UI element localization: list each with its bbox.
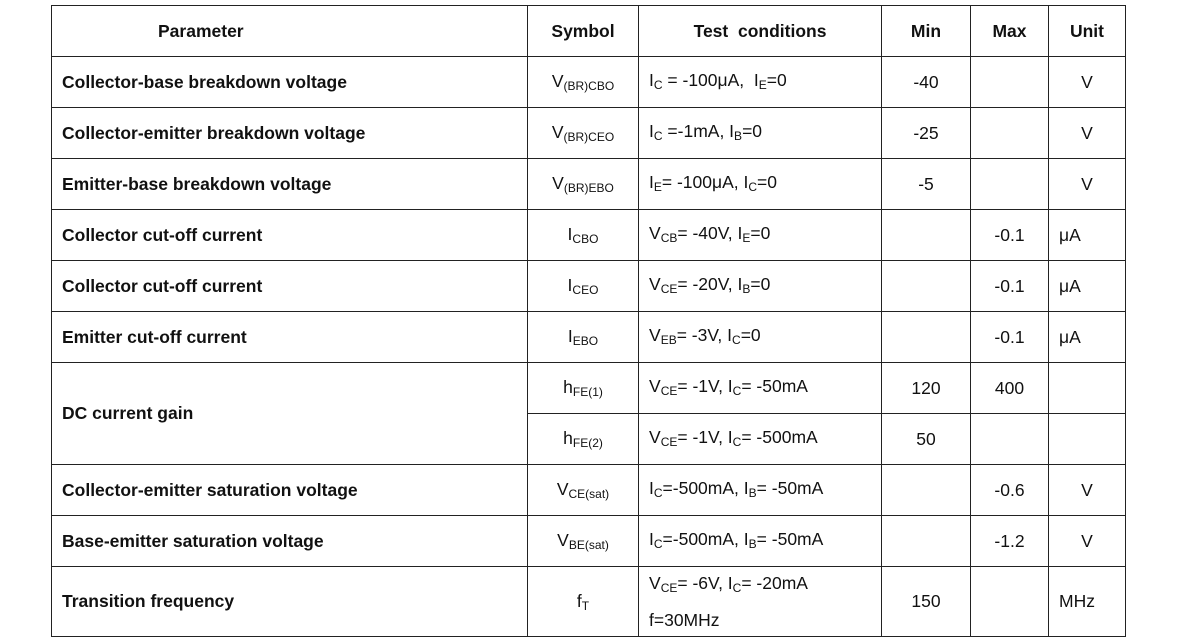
symbol-subscript: C bbox=[732, 581, 742, 595]
condition-text: =0 bbox=[742, 120, 763, 141]
symbol-main: V bbox=[649, 222, 661, 243]
symbol-main: V bbox=[557, 530, 569, 550]
min-cell bbox=[882, 465, 971, 516]
symbol-main: I bbox=[567, 275, 573, 295]
condition-text: = -20V, bbox=[677, 273, 738, 294]
table-row bbox=[52, 159, 1126, 210]
condition-text: =-1mA, bbox=[662, 120, 730, 141]
test-conditions-cell bbox=[639, 57, 882, 108]
symbol-cell bbox=[528, 363, 639, 414]
table-row bbox=[52, 312, 1126, 363]
unit-cell: V bbox=[1049, 159, 1126, 210]
condition-line bbox=[649, 523, 881, 560]
symbol-main: I bbox=[753, 69, 759, 90]
symbol-main: I bbox=[649, 120, 654, 141]
parameter-cell: Collector-emitter saturation voltage bbox=[52, 465, 528, 516]
symbol-main: V bbox=[551, 122, 564, 142]
condition-line bbox=[649, 567, 881, 604]
symbol-cell bbox=[528, 261, 639, 312]
condition-text: = -100μA, bbox=[661, 171, 744, 192]
symbol-main: V bbox=[649, 573, 661, 593]
condition-text: = -50mA bbox=[756, 528, 824, 549]
symbol-subscript: C bbox=[653, 485, 663, 500]
table-row bbox=[52, 57, 1126, 108]
symbol-subscript: CB bbox=[660, 230, 678, 245]
condition-text: = -500mA bbox=[741, 426, 818, 447]
unit-cell: V bbox=[1049, 465, 1126, 516]
symbol-main: I bbox=[727, 426, 733, 447]
symbol-subscript: EBO bbox=[572, 334, 599, 348]
symbol-main: V bbox=[649, 375, 661, 396]
symbol-subscript: CE bbox=[660, 581, 678, 595]
symbol-cell bbox=[528, 312, 639, 363]
header-test-conditions: Test conditions bbox=[639, 6, 882, 57]
condition-line bbox=[649, 166, 881, 203]
symbol-subscript: FE(2) bbox=[572, 436, 603, 450]
symbol-main: V bbox=[551, 71, 564, 91]
symbol-main: I bbox=[743, 171, 749, 192]
symbol-main: V bbox=[649, 324, 661, 345]
max-cell: -0.1 bbox=[971, 312, 1049, 363]
symbol-cell bbox=[528, 414, 639, 465]
table-row bbox=[52, 465, 1126, 516]
symbol-main: I bbox=[727, 324, 733, 345]
unit-cell: MHz bbox=[1049, 567, 1126, 637]
symbol-cell bbox=[528, 516, 639, 567]
min-cell: -5 bbox=[882, 159, 971, 210]
symbol-main: I bbox=[649, 69, 654, 90]
condition-text: = -3V, bbox=[676, 324, 728, 345]
symbol-subscript: C bbox=[653, 77, 663, 92]
header-parameter: Parameter bbox=[52, 6, 528, 57]
symbol-main: V bbox=[649, 273, 661, 294]
condition-text: =-500mA, bbox=[662, 477, 744, 498]
symbol-subscript: FE(1) bbox=[572, 385, 603, 399]
symbol-subscript: (BR)CBO bbox=[563, 79, 615, 93]
symbol-main: V bbox=[556, 479, 569, 499]
symbol-main: I bbox=[729, 120, 735, 141]
symbol-cell bbox=[528, 567, 639, 637]
min-cell: 120 bbox=[882, 363, 971, 414]
condition-line bbox=[649, 64, 881, 101]
parameter-cell: Collector-base breakdown voltage bbox=[52, 57, 528, 108]
symbol-subscript: C bbox=[732, 332, 741, 347]
condition-line bbox=[649, 319, 881, 356]
symbol-cell bbox=[528, 57, 639, 108]
symbol-subscript: CBO bbox=[572, 232, 599, 246]
min-cell: 150 bbox=[882, 567, 971, 637]
symbol-cell bbox=[528, 465, 639, 516]
max-cell bbox=[971, 159, 1049, 210]
symbol-main: V bbox=[649, 426, 661, 447]
unit-cell: μA bbox=[1049, 261, 1126, 312]
test-conditions-cell bbox=[639, 210, 882, 261]
symbol-main: I bbox=[737, 273, 743, 294]
condition-line bbox=[649, 472, 881, 509]
table-row bbox=[52, 363, 1126, 414]
symbol-subscript: E bbox=[742, 230, 751, 245]
parameter-cell: Emitter cut-off current bbox=[52, 312, 528, 363]
symbol-main: I bbox=[649, 171, 654, 192]
symbol-subscript: B bbox=[748, 536, 757, 551]
condition-text: =0 bbox=[740, 324, 761, 345]
parameter-cell: Collector-emitter breakdown voltage bbox=[52, 108, 528, 159]
condition-text: = -1V, bbox=[677, 426, 728, 447]
min-cell: -40 bbox=[882, 57, 971, 108]
symbol-main: h bbox=[563, 377, 573, 397]
symbol-subscript: C bbox=[653, 128, 663, 143]
header-unit: Unit bbox=[1049, 6, 1126, 57]
test-conditions-cell bbox=[639, 261, 882, 312]
symbol-cell bbox=[528, 210, 639, 261]
unit-cell bbox=[1049, 414, 1126, 465]
min-cell bbox=[882, 210, 971, 261]
condition-line bbox=[649, 217, 881, 254]
condition-text: =0 bbox=[750, 222, 771, 243]
condition-text: =0 bbox=[750, 273, 771, 294]
symbol-main: I bbox=[567, 326, 573, 346]
parameter-cell: Collector cut-off current bbox=[52, 210, 528, 261]
symbol-subscript: CEO bbox=[572, 283, 599, 297]
condition-text: = -6V, bbox=[677, 573, 728, 593]
min-cell: 50 bbox=[882, 414, 971, 465]
table-row bbox=[52, 261, 1126, 312]
test-conditions-cell bbox=[639, 567, 882, 637]
symbol-subscript: C bbox=[732, 434, 742, 449]
max-cell bbox=[971, 567, 1049, 637]
symbol-subscript: T bbox=[581, 598, 590, 613]
test-conditions-cell bbox=[639, 414, 882, 465]
max-cell bbox=[971, 57, 1049, 108]
unit-cell: V bbox=[1049, 516, 1126, 567]
unit-cell: V bbox=[1049, 108, 1126, 159]
symbol-main: I bbox=[567, 224, 573, 244]
symbol-subscript: C bbox=[748, 179, 758, 194]
symbol-subscript: C bbox=[732, 383, 742, 398]
min-cell bbox=[882, 261, 971, 312]
condition-line bbox=[649, 268, 881, 305]
symbol-subscript: BE(sat) bbox=[568, 538, 609, 552]
symbol-subscript: CE bbox=[660, 434, 678, 449]
min-cell bbox=[882, 312, 971, 363]
test-conditions-cell bbox=[639, 159, 882, 210]
symbol-subscript: CE(sat) bbox=[568, 487, 610, 501]
condition-line bbox=[649, 421, 881, 458]
min-cell: -25 bbox=[882, 108, 971, 159]
max-cell: -0.1 bbox=[971, 210, 1049, 261]
symbol-cell bbox=[528, 159, 639, 210]
symbol-subscript: (BR)EBO bbox=[563, 181, 614, 195]
min-cell bbox=[882, 516, 971, 567]
symbol-main: I bbox=[743, 528, 749, 549]
condition-line bbox=[649, 115, 881, 152]
symbol-subscript: (BR)CEO bbox=[563, 130, 615, 144]
test-conditions-cell bbox=[639, 465, 882, 516]
header-symbol: Symbol bbox=[528, 6, 639, 57]
symbol-main: h bbox=[563, 428, 573, 448]
symbol-subscript: EB bbox=[660, 332, 677, 347]
condition-text: = -100μA, bbox=[662, 69, 754, 90]
symbol-subscript: B bbox=[748, 485, 757, 500]
symbol-cell bbox=[528, 108, 639, 159]
electrical-characteristics-table bbox=[51, 5, 1126, 637]
test-conditions-cell bbox=[639, 516, 882, 567]
condition-text: =-500mA, bbox=[662, 528, 744, 549]
condition-text: = -40V, bbox=[677, 222, 738, 243]
header-row bbox=[52, 6, 1126, 57]
symbol-main: V bbox=[552, 173, 564, 193]
symbol-main: I bbox=[743, 477, 749, 498]
parameter-cell: Transition frequency bbox=[52, 567, 528, 637]
symbol-main: f bbox=[576, 590, 582, 611]
condition-text: = -50mA bbox=[756, 477, 824, 498]
symbol-subscript: E bbox=[653, 179, 662, 194]
table-row bbox=[52, 108, 1126, 159]
condition-text: =0 bbox=[757, 171, 777, 192]
condition-text: = -20mA bbox=[741, 573, 808, 593]
parameter-cell: Collector cut-off current bbox=[52, 261, 528, 312]
parameter-cell: Base-emitter saturation voltage bbox=[52, 516, 528, 567]
table-row bbox=[52, 567, 1126, 637]
test-conditions-cell bbox=[639, 363, 882, 414]
test-conditions-cell bbox=[639, 312, 882, 363]
table-row bbox=[52, 210, 1126, 261]
header-max: Max bbox=[971, 6, 1049, 57]
symbol-subscript: E bbox=[758, 77, 767, 92]
max-cell: -0.1 bbox=[971, 261, 1049, 312]
symbol-main: I bbox=[649, 528, 654, 549]
condition-text: =0 bbox=[766, 69, 787, 90]
max-cell: 400 bbox=[971, 363, 1049, 414]
symbol-subscript: CE bbox=[660, 281, 678, 296]
unit-cell: V bbox=[1049, 57, 1126, 108]
symbol-main: I bbox=[727, 573, 733, 593]
max-cell: -1.2 bbox=[971, 516, 1049, 567]
unit-cell bbox=[1049, 363, 1126, 414]
max-cell: -0.6 bbox=[971, 465, 1049, 516]
symbol-main: I bbox=[727, 375, 733, 396]
parameter-cell: Emitter-base breakdown voltage bbox=[52, 159, 528, 210]
max-cell bbox=[971, 414, 1049, 465]
condition-line bbox=[649, 370, 881, 407]
condition-text: = -1V, bbox=[677, 375, 728, 396]
condition-line-2: f=30MHz bbox=[649, 610, 720, 630]
symbol-main: I bbox=[737, 222, 743, 243]
unit-cell: μA bbox=[1049, 312, 1126, 363]
symbol-subscript: C bbox=[653, 536, 663, 551]
test-conditions-cell bbox=[639, 108, 882, 159]
symbol-subscript: B bbox=[734, 128, 743, 143]
symbol-subscript: B bbox=[742, 281, 751, 296]
unit-cell: μA bbox=[1049, 210, 1126, 261]
header-min: Min bbox=[882, 6, 971, 57]
table-row bbox=[52, 516, 1126, 567]
max-cell bbox=[971, 108, 1049, 159]
condition-text: = -50mA bbox=[741, 375, 808, 396]
symbol-subscript: CE bbox=[660, 383, 678, 398]
symbol-main: I bbox=[649, 477, 654, 498]
parameter-cell: DC current gain bbox=[52, 363, 528, 465]
